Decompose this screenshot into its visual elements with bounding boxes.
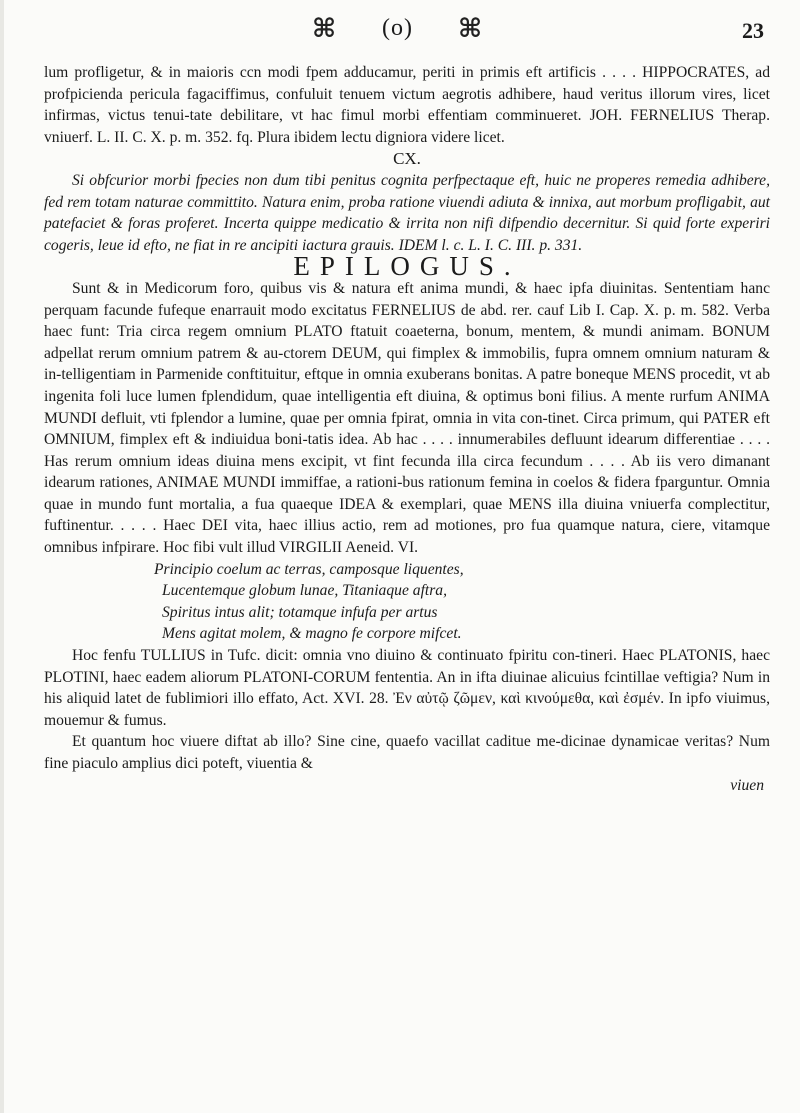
page-number: 23 <box>742 18 764 43</box>
paragraph-final: Et quantum hoc viuere diftat ab illo? Sine cine, quaefo vacillat caditue me-dicinae dynamicae veritas? Num fine piaculo amplius dici poteft, viuentia & <box>44 733 770 772</box>
verse-quotation <box>44 559 770 645</box>
catchword: viuen <box>730 776 764 794</box>
verse-line: Lucentemque globum lunae, Titaniaque aftra, <box>162 582 447 600</box>
page-header <box>0 6 800 46</box>
page-body <box>44 62 770 796</box>
ornament-right-icon: ⌘ <box>458 14 483 43</box>
paragraph-epilogus: Sunt & in Medicorum foro, quibus vis & natura eft anima mundi, & haec ipfa diuinitas. Sententiam hanc perquam facunde fufeque enarrauit modo excitatus FERNELIUS de abd. rer. cauf Lib I. Cap. X. p. m. 582. Verba haec funt: Tria circa regem omnium PLATO ftatuit coaeterna, bonum, mentem, & mundi animam. BONUM adpellat rerum omnium patrem & au-ctorem DEUM, qui fimplex & immobilis, fupra omnem omnium naturam & in-telligentiam in Parmenide conftituitur, eftque in omnia exuberans bonitas. A patre boneque MENS procedit, vt ab ingenita foli luce lumen fplendidum, quae intelligentia eft diuina, & optimus boni filius. A mente rurfum ANIMA MUNDI defluit, vti fplendor a lumine, quae per omnia fpirat, omnia in vita con-tinet. Circa primum, qui PATER eft OMNIUM, fimplex eft & indiuidua boni-tatis idea. Ab hac . . . . innumerabiles defluunt idearum differentiae . . . . Has rerum omnium ideas diuina mens excipit, vt fint fecunda illa circa fecundum . . . . Ab iis vero dimanant idearum rationes, ANIMAE MUNDI immiffae, a rationi-bus rationum femina in coelos & fidera fparguntur. Omnia quae in mundo funt mortalia, a fua quaeque IDEA & exemplari, quae MENS illa diuina vniuerfa complectitur, fuftinentur. . . . . Haec DEI vita, haec illius actio, rem ad motiones, pro fua quamque natura, ciere, vitamque omnibus infpirare. Hoc fibi vult illud VIRGILII Aeneid. VI. <box>44 279 770 557</box>
verse-line: Principio coelum ac terras, camposque liquentes, <box>154 560 464 578</box>
paragraph-continuation: lum profligetur, & in maioris ccn modi fpem adducamur, periti in primis eft artificis . . . . HIPPOCRATES, ad profpicienda pericula fagaciffimus, confuluit tenuem victum aegrotis adhibere, haud veritus illorum vires, licet infirmas, victus tenui-tate debilitare, vt hac fimul morbi effentiam comminueret. JOH. FERNELIUS Therap. vniuerf. L. II. C. X. p. m. 352. fq. Plura ibidem lectu digniora videre licet. <box>44 64 770 146</box>
paragraph-tullius: Hoc fenfu TULLIUS in Tufc. dicit: omnia vno diuino & continuato fpiritu con-tineri. Haec PLATONIS, haec PLOTINI, haec eadem aliorum PLATONI-CORUM fententia. An in ifta diuinae alicuius fcintillae veftigia? Num in his aliquid latet de fublimiori illo effato, Act. XVI. 28. Ἐν αὐτῷ ζῶμεν, καὶ κινούμεθα, καὶ ἐσμέν. In ipfo viuimus, mouemur & fumus. <box>44 647 770 729</box>
signature-mark: (o) <box>382 15 413 41</box>
section-number: CX. <box>393 149 421 169</box>
page-title: EPILOGUS. <box>293 251 521 282</box>
ornament-left-icon: ⌘ <box>312 14 337 43</box>
page-edge-shadow <box>0 0 4 1113</box>
paragraph-section-cx: Si obfcurior morbi fpecies non dum tibi penitus cognita perfpectaque eft, huic ne properes remedia adhibere, fed rem totam naturae committito. Natura enim, proba ratione viuendi adiuta & innixa, aut morbum profligabit, aut patefaciet & foras proferet. Incerta quippe medicatio & irrita non nifi difpendio decernitur. Si quid forte experiri cogeris, leue id efto, ne fiat in re ancipiti iactura grauis. IDEM l. c. L. I. C. III. p. 331. <box>44 171 770 254</box>
verse-line: Mens agitat molem, & magno fe corpore mifcet. <box>162 625 462 643</box>
verse-line: Spiritus intus alit; totamque infufa per artus <box>162 603 438 621</box>
